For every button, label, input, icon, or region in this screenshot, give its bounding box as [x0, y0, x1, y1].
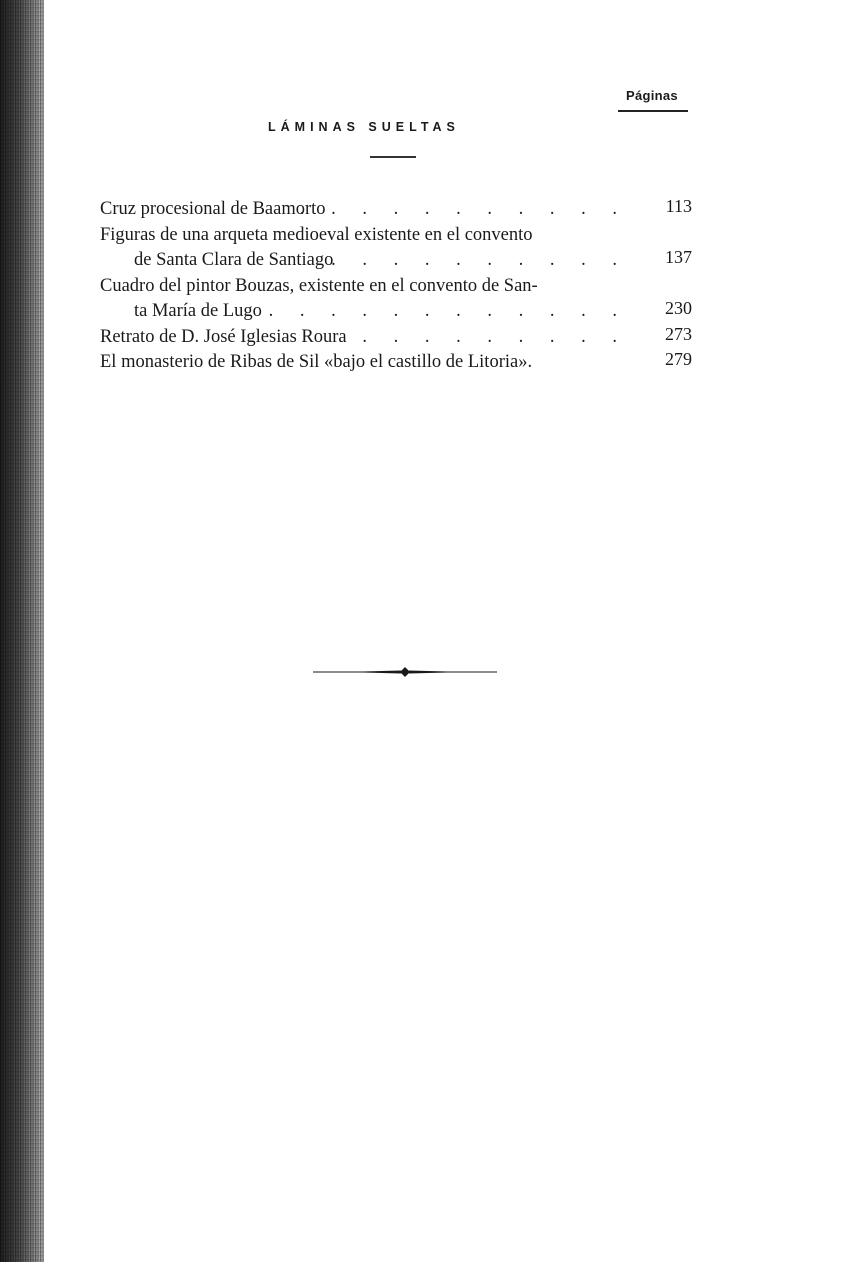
pages-label-underline	[618, 110, 688, 112]
toc-entry	[100, 274, 700, 300]
toc-page-number: 273	[665, 323, 692, 344]
toc-entry	[100, 350, 700, 376]
toc-entry	[100, 197, 700, 223]
toc-entry-text: Retrato de D. José Iglesias Roura	[100, 326, 347, 347]
section-title: LÁMINAS SUELTAS	[268, 120, 460, 134]
toc-page-number: 137	[665, 247, 692, 267]
toc-entry-text: Cuadro del pintor Bouzas, existente en el convento de San-	[100, 275, 538, 296]
toc-entry	[100, 325, 700, 351]
toc-entry-text: Figuras de una arqueta medioeval existente en el convento	[100, 224, 533, 245]
table-of-contents	[100, 197, 700, 376]
toc-leader-dots: . . . . . . . . . . . .	[268, 301, 628, 321]
pages-column-label: Páginas	[626, 88, 678, 103]
toc-entry-continuation	[100, 299, 700, 325]
toc-leader-dots: . . . . . . . . . .	[331, 250, 628, 270]
end-ornament-icon	[313, 664, 497, 680]
title-rule	[370, 156, 416, 158]
toc-entry-text: El monasterio de Ribas de Sil «bajo el castillo de Litoria».	[100, 352, 533, 372]
book-binding-edge	[0, 0, 44, 1262]
toc-leader-dots: . . . . . . . . .	[362, 326, 628, 347]
toc-entry-text: ta María de Lugo	[134, 301, 262, 321]
toc-page-number: 113	[665, 196, 692, 216]
toc-page-number: 279	[665, 349, 692, 369]
toc-entry	[100, 223, 700, 249]
toc-entry-continuation	[100, 248, 700, 274]
toc-page-number: 230	[665, 298, 692, 318]
toc-entry-text: de Santa Clara de Santiago	[134, 250, 334, 270]
toc-entry-text: Cruz procesional de Baamorto	[100, 199, 326, 219]
toc-leader-dots: . . . . . . . . . . .	[299, 199, 628, 219]
